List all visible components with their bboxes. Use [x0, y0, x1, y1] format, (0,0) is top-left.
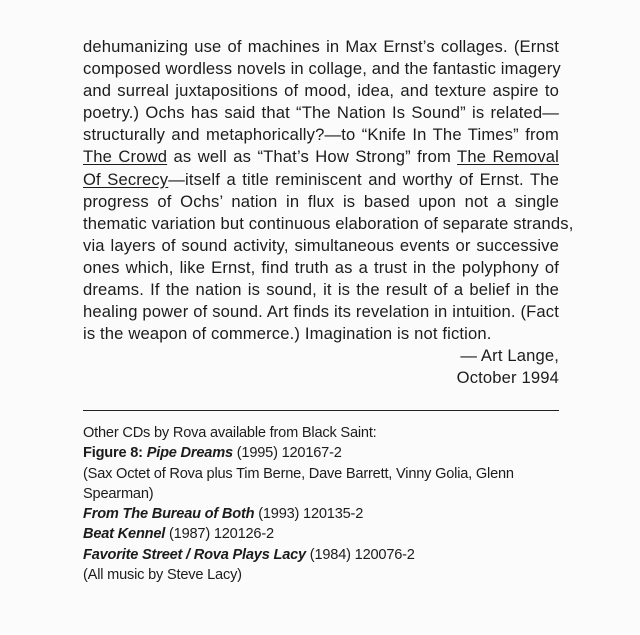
essay-line: thematic variation but continuous elaboration of separate strands,	[83, 213, 574, 233]
entry-details: (1987) 120126-2	[165, 526, 274, 543]
entry-prefix: Figure 8:	[83, 445, 147, 462]
entry-note: (Sax Octet of Rova plus Tim Berne, Dave Barrett, Vinny Golia, Glenn	[83, 465, 514, 482]
essay-line: healing power of sound. Art finds its revelation in intuition. (Fact	[83, 302, 559, 322]
liner-notes-essay	[83, 36, 574, 390]
entry-note: Spearman)	[83, 485, 154, 502]
discography-entry	[83, 504, 563, 524]
entry-title: From The Bureau of Both	[83, 506, 255, 523]
essay-line-fragment: as well as “That’s How Strong” from	[167, 147, 458, 167]
album-title-the-crowd: The Crowd	[83, 147, 168, 167]
entry-title: Beat Kennel	[83, 526, 166, 543]
essay-line: structurally and metaphorically?—to “Knife In The Times” from	[83, 125, 559, 145]
essay-line-titles	[83, 169, 559, 191]
discography-entry	[83, 443, 563, 463]
essay-line-fragment: —itself a title reminiscent and worthy of Ernst. The	[168, 169, 559, 189]
essay-line: progress of Ochs’ nation in flux is based upon not a single	[83, 191, 559, 211]
album-title-the-removal-of-secrecy-cont: Of Secrecy	[83, 169, 169, 189]
essay-line: ones which, like Ernst, find truth as a trust in the polyphony of	[83, 257, 559, 277]
essay-line-titles	[83, 146, 559, 168]
entry-details: (1993) 120135-2	[254, 506, 364, 523]
entry-details: (1995) 120167-2	[232, 445, 342, 462]
discography-heading: Other CDs by Rova available from Black Saint:	[83, 425, 377, 441]
entry-title: Pipe Dreams	[146, 445, 233, 462]
essay-line: dehumanizing use of machines in Max Ernst’s collages. (Ernst	[83, 37, 559, 56]
discography-entry	[83, 545, 563, 565]
essay-line: dreams. If the nation is sound, it is the result of a belief in the	[83, 280, 559, 300]
entry-details: (1984) 120076-2	[305, 546, 415, 563]
essay-line-last: is the weapon of commerce.) Imagination is not fiction.	[83, 324, 492, 344]
essay-line: composed wordless novels in collage, and the fantastic imagery	[83, 59, 561, 79]
discography-list	[83, 423, 563, 585]
essay-line: via layers of sound activity, simultaneous events or successive	[83, 235, 559, 255]
entry-note: (All music by Steve Lacy)	[83, 567, 242, 584]
author-signature: — Art Lange,	[460, 346, 559, 366]
section-divider	[83, 410, 559, 411]
essay-line: poetry.) Ochs has said that “The Nation Is Sound” is related—	[83, 103, 559, 123]
album-title-the-removal-of-secrecy: The Removal	[457, 147, 559, 167]
essay-date: October 1994	[456, 368, 559, 388]
entry-title: Favorite Street / Rova Plays Lacy	[83, 546, 306, 563]
essay-line: and surreal juxtapositions of mood, idea, and texture aspire to	[83, 81, 559, 101]
discography-entry	[83, 524, 563, 544]
